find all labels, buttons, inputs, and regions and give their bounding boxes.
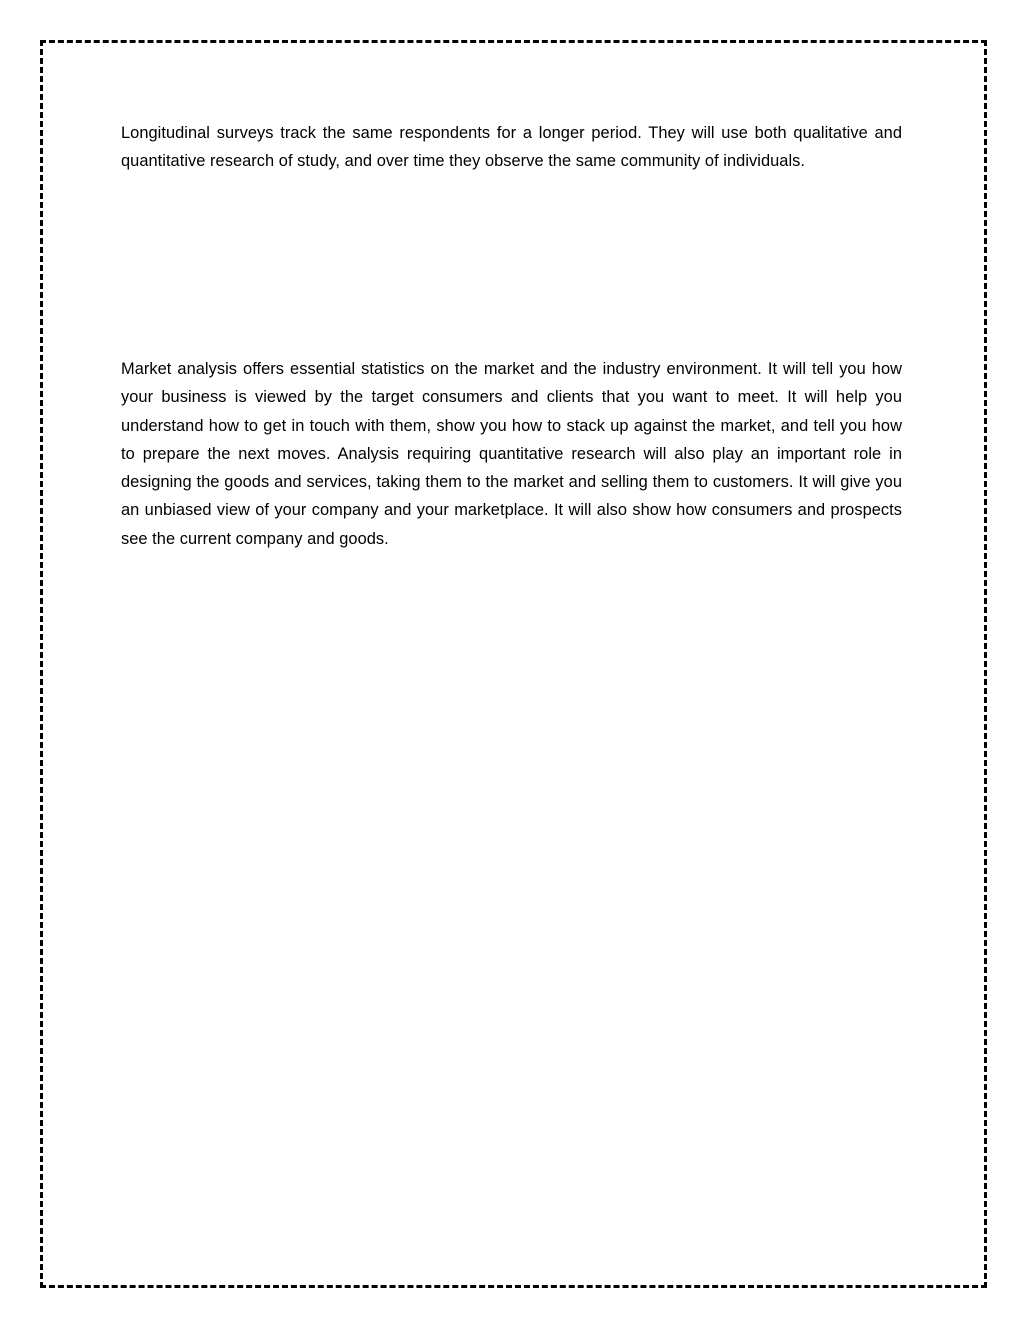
paragraph-longitudinal-surveys: Longitudinal surveys track the same respondents for a longer period. They will use both qualitative and quantitative research of study, and over time they observe the same community of individuals. (121, 124, 902, 171)
paragraph-market-analysis: Market analysis offers essential statistics on the market and the industry environment. It will tell you how your business is viewed by the target consumers and clients that you want to meet. It will help you understand how to get in touch with them, show you how to stack up against the market, and tell you how to prepare the next moves. Analysis requiring quantitative research will also play an important role in designing the goods and services, taking them to the market and selling them to customers. It will give you an unbiased view of your company and your marketplace. It will also show how consumers and prospects see the current company and goods. (121, 360, 902, 548)
page-border (40, 40, 987, 1288)
